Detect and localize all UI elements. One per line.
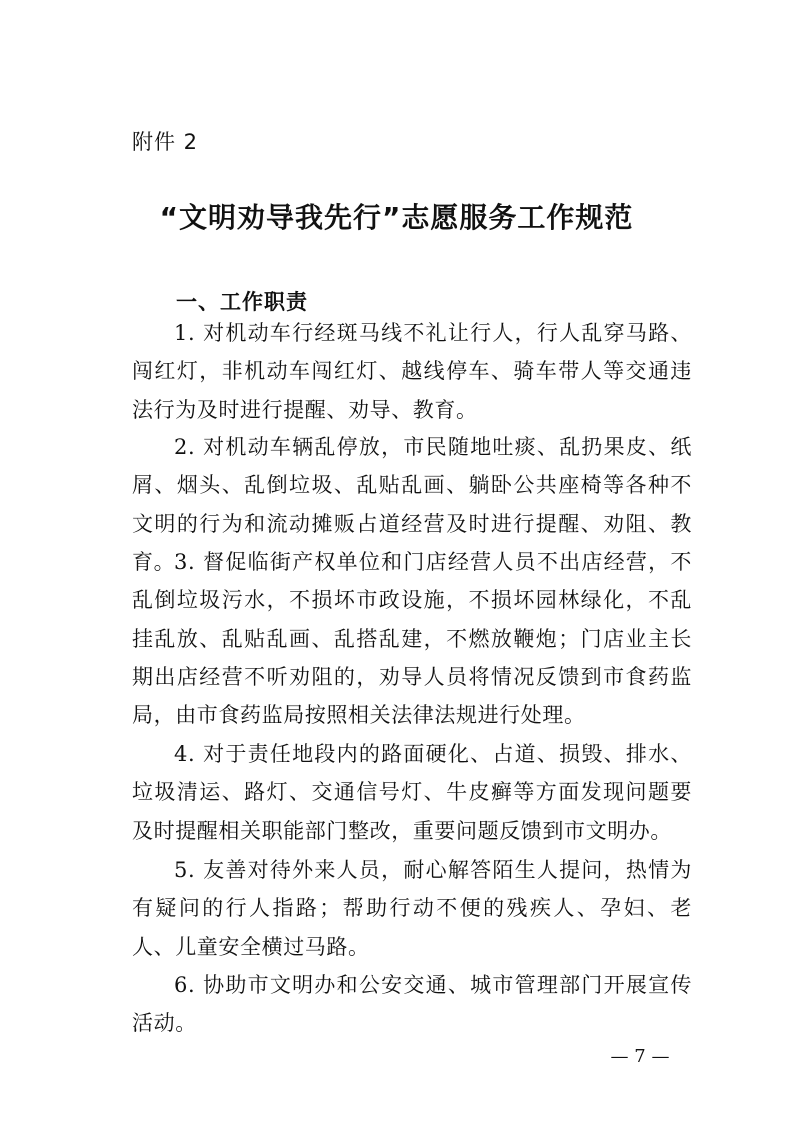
paragraph-text: 3. 督促临街产权单位和门店经营人员不出店经营，不乱倒垃圾污水，不损坏市政设施，不损坏园林绿化，不乱挂乱放、乱贴乱画、乱搭乱建，不燃放鞭炮；门店业主长期出店经营不听劝阻的，劝导人员将情况反馈到市食药监局，由市食药监局按照相关法律法规进行处理。 <box>132 550 692 728</box>
section-heading: 一、工作职责 <box>176 290 308 314</box>
attachment-label: 附件 2 <box>132 130 199 154</box>
paragraph-text: 5. 友善对待外来人员，耐心解答陌生人提问，热情为有疑问的行人指路；帮助行动不便的残疾人、孕妇、老人、儿童安全横过马路。 <box>132 858 692 959</box>
paragraph-text: 4. 对于责任地段内的路面硬化、占道、损毁、排水、垃圾清运、路灯、交通信号灯、牛皮癣等方面发现问题要及时提醒相关职能部门整改，重要问题反馈到市文明办。 <box>132 742 692 843</box>
paragraph-5 <box>132 851 692 966</box>
paragraph-1 <box>132 314 692 429</box>
paragraph-3 <box>132 543 692 734</box>
paragraph-6 <box>132 966 692 1043</box>
paragraph-text: 2. 对机动车辆乱停放，市民随地吐痰、乱扔果皮、纸屑、烟头、乱倒垃圾、乱贴乱画、躺卧公共座椅等各种不文明的行为和流动摊贩占道经营及时进行提醒、劝阻、教育。 <box>132 435 692 574</box>
paragraph-text: 6. 协助市文明办和公安交通、城市管理部门开展宣传活动。 <box>132 973 692 1036</box>
paragraph-4 <box>132 735 692 850</box>
document-title: “文明劝导我先行”志愿服务工作规范 <box>159 201 634 234</box>
page-number: — 7 — <box>610 1046 670 1067</box>
paragraph-text: 1. 对机动车行经斑马线不礼让行人，行人乱穿马路、闯红灯，非机动车闯红灯、越线停车、骑车带人等交通违法行为及时进行提醒、劝导、教育。 <box>132 321 692 422</box>
